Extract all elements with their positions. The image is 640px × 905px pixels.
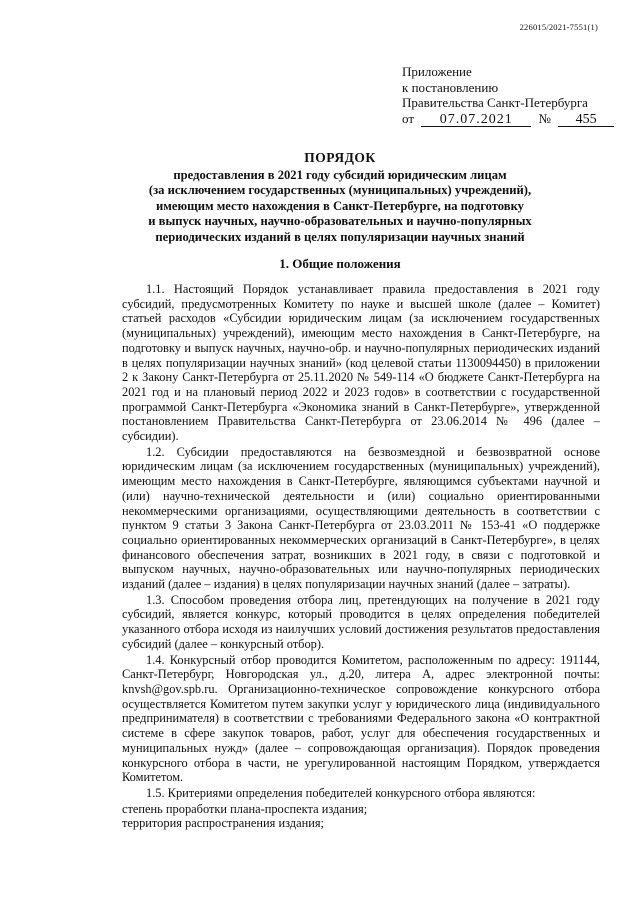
appendix-to-resolution: к постановлению (402, 79, 499, 95)
paragraph-1-1: 1.1. Настоящий Порядок устанавливает правила предоставления в 2021 году субсидий, предусмотренных Комитету по науке и высшей школе (далее – Комитет) статьей расходов «Субсидии юридическим лицам (за исключением государственных (муниципальных) учреждений), имеющим место нахождения в Санкт-Петербурге, на подготовку и выпуск научных, научно-обр. и научно-популярных периодических изданий в целях популяризации научных знаний» (код целевой статьи 1130094450) в приложении 2 к Закону Санкт-Петербурга от 25.11.2020 № 549-114 «О бюджете Санкт-Петербурга на 2021 год и на плановый период 2022 и 2023 годов» в соответствии с государственной программой Санкт-Петербурга «Экономика знаний в Санкт-Петербурге», утвержденной постановлением Правительства Санкт-Петербурга от 23.06.2014 № 496 (далее – субсидии). (122, 282, 600, 444)
criteria-item: степень проработки плана-проспекта издания; (122, 801, 368, 816)
title-main: ПОРЯДОК (304, 150, 376, 165)
paragraph-1-2: 1.2. Субсидии предоставляются на безвозмездной и безвозвратной основе юридическим лицам (за исключением государственных (муниципальных) учреждений), имеющим место нахождения в Санкт-Петербурге, являющимся субъектами научной и (или) научно-технической деятельности и (или) социально ориентированными некоммерческими организациями, осуществляющими деятельность в соответствии с пунктом 9 статьи 3 Закона Санкт-Петербурга от 23.03.2011 № 153-41 «О поддержке социально ориентированных некоммерческих организаций в Санкт-Петербурге», в целях финансового обеспечения затрат, возникших в 2021 году, в связи с подготовкой и выпуском научных, научно-образовательных или научно-популярных периодических изданий (далее – издания) в целях популяризации научных знаний (далее – затраты). (122, 444, 600, 592)
appendix-header (402, 64, 602, 127)
appendix-label: Приложение (402, 64, 472, 79)
appendix-date-line (402, 111, 602, 127)
appendix-government: Правительства Санкт-Петербурга (402, 95, 588, 110)
document-registration-number: 226015/2021-7551(1) (519, 22, 598, 32)
document-title (70, 150, 610, 245)
title-line-1: предоставления в 2021 году субсидий юридическим лицам (173, 167, 507, 182)
section-heading: 1. Общие положения (279, 256, 401, 271)
from-label: от (402, 110, 415, 126)
paragraph-1-5: 1.5. Критериями определения победителей конкурсного отбора являются: (146, 785, 536, 800)
title-line-4: и выпуск научных, научно-образовательных и научно-популярных (148, 214, 532, 228)
criteria-item: территория распространения издания; (122, 816, 324, 831)
title-line-2: (за исключением государственных (муниципальных) учреждений), (148, 183, 532, 197)
document-body (122, 282, 600, 831)
resolution-number: 455 (558, 113, 614, 127)
resolution-date: 07.07.2021 (421, 113, 531, 127)
title-line-5: периодических изданий в целях популяризации научных знаний (155, 229, 525, 244)
title-line-3: имеющим место нахождения в Санкт-Петербурге, на подготовку (156, 198, 524, 213)
number-label: № (538, 110, 551, 126)
paragraph-1-3: 1.3. Способом проведения отбора лиц, претендующих на получение в 2021 году субсидий, является конкурс, который проводится в целях определения победителей указанного отбора исходя из наилучших условий достижения результатов предоставления субсидий (далее – конкурсный отбор). (122, 592, 600, 651)
paragraph-1-4: 1.4. Конкурсный отбор проводится Комитетом, расположенным по адресу: 191144, Санкт-Петербург, Новгородская ул., д.20, литера А, адрес электронной почты: knvsh@gov.spb.ru. Организационно-техническое сопровождение конкурсного отбора осуществляется Комитетом путем закупки услуг у юридического лица (индивидуального предпринимателя) в соответствии с требованиями Федерального закона «О контрактной системе в сфере закупок товаров, работ, услуг для обеспечения государственных и муниципальных нужд» (далее – сопровождающая организация). Порядок проведения конкурсного отбора в части, не урегулированной настоящим Порядком, утверждается Комитетом. (122, 652, 600, 785)
